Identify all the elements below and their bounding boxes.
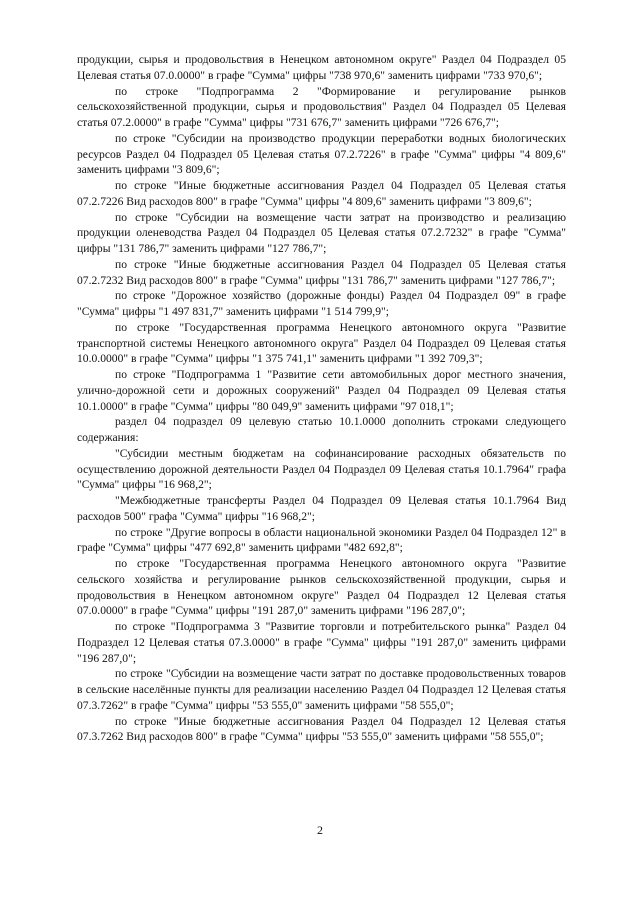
paragraph-7: по строке "Дорожное хозяйство (дорожные фонды) Раздел 04 Подраздел 09" в графе "Сумма" цифры "1 497 831,7" заменить цифрами "1 514 799,9";: [77, 289, 566, 318]
paragraph-8: по строке "Государственная программа Ненецкого автономного округа "Развитие транспортной системы Ненецкого автономного округа" Раздел 04 Подраздел 09 Целевая статья 10.0.0000" в графе "Сумма" цифры "1 375 741,1" заменить цифрами "1 392 709,3";: [77, 320, 566, 366]
paragraph-5: по строке "Субсидии на возмещение части затрат на производство и реализацию продукции оленеводства Раздел 04 Подраздел 05 Целевая статья 07.2.7232" в графе "Сумма" цифры "131 786,7" заменить цифрами "127 786,7";: [77, 210, 566, 255]
paragraph-1: продукции, сырья и продовольствия в Ненецком автономном округе" Раздел 04 Подраздел 05 Целевая статья 07.0.0000" в графе "Сумма" цифры "738 970,6" заменить цифрами "733 970,6";: [77, 53, 566, 82]
paragraph-2: по строке "Подпрограмма 2 "Формирование и регулирование рынков сельскохозяйственной продукции, сырья и продовольствия" Раздел 04 Подраздел 05 Целевая статья 07.2.0000" в графе "Сумма" цифры "731 676,7" заменить цифрами "726 676,7";: [77, 84, 566, 129]
page-number: 2: [317, 823, 323, 837]
paragraph-3: по строке "Субсидии на производство продукции переработки водных биологических ресурсов Раздел 04 Подраздел 05 Целевая статья 07.2.7226" в графе "Сумма" цифры "4 809,6" заменить цифрами "3 809,6";: [77, 131, 566, 177]
paragraph-13: по строке "Другие вопросы в области национальной экономики Раздел 04 Подраздел 12" в графе "Сумма" цифры "477 692,8" заменить цифрами "482 692,8";: [77, 525, 566, 555]
paragraph-12: "Межбюджетные трансферты Раздел 04 Подраздел 09 Целевая статья 10.1.7964 Вид расходов 500" графа "Сумма" цифры "16 968,2";: [77, 494, 566, 523]
paragraph-17: по строке "Иные бюджетные ассигнования Раздел 04 Подраздел 12 Целевая статья 07.3.7262 Вид расходов 800" в графе "Сумма" цифры "53 555,0" заменить цифрами "58 555,0";: [77, 714, 566, 744]
paragraph-10: раздел 04 подраздел 09 целевую статью 10.1.0000 дополнить строками следующего содержания:: [77, 415, 566, 444]
paragraph-11: "Субсидии местным бюджетам на софинансирование расходных обязательств по осуществлению дорожной деятельности Раздел 04 Подраздел 09 Целевая статья 10.1.7964" графа "Сумма" цифры "16 968,2";: [77, 446, 566, 492]
document-body: [77, 52, 566, 745]
paragraph-6: по строке "Иные бюджетные ассигнования Раздел 04 Подраздел 05 Целевая статья 07.2.7232 Вид расходов 800" в графе "Сумма" цифры "131 786,7" заменить цифрами "127 786,7";: [77, 257, 566, 287]
paragraph-9: по строке "Подпрограмма 1 "Развитие сети автомобильных дорог местного значения, улично-дорожной сети и дорожных сооружений" Раздел 04 Подраздел 09 Целевая статья 10.1.0000" в графе "Сумма" цифры "80 049,9" заменить цифрами "97 018,1";: [77, 368, 566, 413]
paragraph-14: по строке "Государственная программа Ненецкого автономного округа "Развитие сельского хозяйства и регулирование рынков сельскохозяйственной продукции, сырья и продовольствия в Ненецком автономном округе" Раздел 04 Подраздел 12 Целевая статья 07.0.0000" в графе "Сумма" цифры "191 287,0" заменить цифрами "196 287,0";: [77, 557, 566, 618]
paragraph-16: по строке "Субсидии на возмещение части затрат по доставке продовольственных товаров в сельские населённые пункты для реализации населению Раздел 04 Подраздел 12 Целевая статья 07.3.7262" в графе "Сумма" цифры "53 555,0" заменить цифрами "58 555,0";: [77, 667, 566, 712]
paragraph-15: по строке "Подпрограмма 3 "Развитие торговли и потребительского рынка" Раздел 04 Подраздел 12 Целевая статья 07.3.0000" в графе "Сумма" цифры "191 287,0" заменить цифрами "196 287,0";: [77, 620, 566, 665]
paragraph-4: по строке "Иные бюджетные ассигнования Раздел 04 Подраздел 05 Целевая статья 07.2.7226 Вид расходов 800" в графе "Сумма" цифры "4 809,6" заменить цифрами "3 809,6";: [77, 179, 566, 208]
